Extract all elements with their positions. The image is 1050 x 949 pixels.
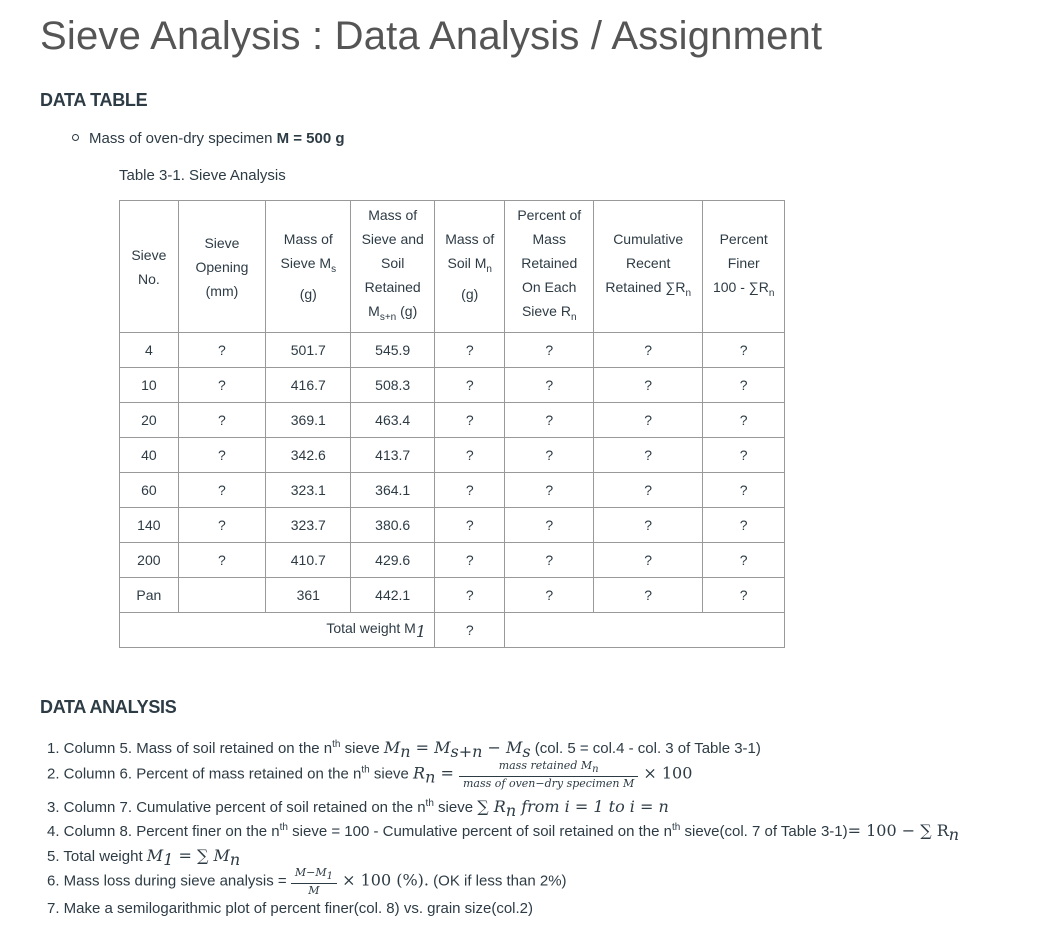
cell-mass-sieve-soil: 413.7 bbox=[351, 438, 435, 473]
cell-mass-sieve-soil: 545.9 bbox=[351, 333, 435, 368]
cell-percent-finer: ? bbox=[703, 403, 785, 438]
cell-cumulative: ? bbox=[594, 438, 703, 473]
cell-percent-finer: ? bbox=[703, 473, 785, 508]
cell-opening: ? bbox=[178, 333, 266, 368]
cell-percent-retained: ? bbox=[505, 403, 594, 438]
cell-mass-sieve-soil: 380.6 bbox=[351, 508, 435, 543]
cell-cumulative: ? bbox=[594, 333, 703, 368]
cell-mass-sieve: 416.7 bbox=[266, 368, 351, 403]
cell-percent-retained: ? bbox=[505, 368, 594, 403]
page-title: Sieve Analysis : Data Analysis / Assignment bbox=[40, 14, 823, 58]
cell-opening: ? bbox=[178, 368, 266, 403]
cell-sieve-no: Pan bbox=[120, 578, 179, 613]
table-row bbox=[120, 403, 785, 438]
total-weight-row bbox=[120, 613, 785, 648]
analysis-item-1: 1. Column 5. Mass of soil retained on the $n^{th}$ sieve $M_n = M_{s+n} - M_s$ (col. 5 = col.4 - col. 3 of Table 3-1) bbox=[47, 738, 761, 761]
cell-mass-soil: ? bbox=[435, 473, 505, 508]
cell-opening: ? bbox=[178, 543, 266, 578]
cell-mass-sieve: 369.1 bbox=[266, 403, 351, 438]
table-row bbox=[120, 508, 785, 543]
table-header-row bbox=[120, 201, 785, 333]
specimen-mass-bullet bbox=[72, 130, 345, 147]
cell-sieve-no: 10 bbox=[120, 368, 179, 403]
data-table-heading: DATA TABLE bbox=[40, 90, 148, 110]
cell-percent-finer: ? bbox=[703, 543, 785, 578]
cell-percent-retained: ? bbox=[505, 543, 594, 578]
cell-mass-sieve: 323.7 bbox=[266, 508, 351, 543]
total-weight-label: Total weight $M_1$ bbox=[120, 613, 435, 648]
analysis-item-5: 5. Total weight $M_1$ = ∑ $M_n$ bbox=[47, 846, 241, 869]
specimen-mass-label: Mass of oven-dry specimen bbox=[89, 130, 277, 147]
header-cumulative-retained: Cumulative Recent Retained $\sum R_n$ bbox=[594, 201, 703, 333]
analysis-item-6: 6. Mass loss during sieve analysis = $\frac{M-M_1}{M}$ × 100 (%). (OK if less than 2%) bbox=[47, 866, 567, 898]
cell-percent-finer: ? bbox=[703, 368, 785, 403]
cell-percent-retained: ? bbox=[505, 578, 594, 613]
sieve-analysis-table bbox=[119, 200, 785, 648]
cell-sieve-no: 60 bbox=[120, 473, 179, 508]
cell-percent-retained: ? bbox=[505, 508, 594, 543]
cell-mass-sieve: 361 bbox=[266, 578, 351, 613]
specimen-mass-value: M = 500 g bbox=[276, 130, 345, 147]
percent-retained-fraction: $\frac{mass retained M_n}{\text{mass of oven−dry specimen M}}$ bbox=[459, 759, 638, 790]
cell-mass-sieve: 323.1 bbox=[266, 473, 351, 508]
cell-mass-soil: ? bbox=[435, 438, 505, 473]
header-sieve-no: Sieve No. bbox=[120, 201, 179, 333]
cell-mass-sieve: 501.7 bbox=[266, 333, 351, 368]
cell-cumulative: ? bbox=[594, 368, 703, 403]
header-mass-of-sieve: Mass of Sieve $M_s$ (g) bbox=[266, 201, 351, 333]
cell-cumulative: ? bbox=[594, 473, 703, 508]
cell-opening: ? bbox=[178, 508, 266, 543]
analysis-item-2: 2. Column 6. Percent of mass retained on the $n^{th}$ sieve $R_n$ = $\frac{mass retained M_n}{\text{mass of oven−dry specimen M}}$ × 100 bbox=[47, 759, 693, 791]
cell-mass-soil: ? bbox=[435, 543, 505, 578]
bullet-circle-icon bbox=[72, 134, 79, 141]
mass-loss-fraction: $\frac{M-M_1}{M}$ bbox=[291, 866, 337, 897]
cell-sieve-no: 20 bbox=[120, 403, 179, 438]
cell-mass-soil: ? bbox=[435, 578, 505, 613]
cell-percent-retained: ? bbox=[505, 438, 594, 473]
table-row bbox=[120, 438, 785, 473]
header-percent-retained: Percent of Mass Retained On Each Sieve $R_n$ bbox=[505, 201, 594, 333]
cell-cumulative: ? bbox=[594, 403, 703, 438]
table-row bbox=[120, 578, 785, 613]
cell-mass-soil: ? bbox=[435, 403, 505, 438]
analysis-item-7: 7. Make a semilogarithmic plot of percent finer(col. 8) vs. grain size(col.2) bbox=[47, 900, 534, 917]
table-row bbox=[120, 333, 785, 368]
cell-mass-sieve-soil: 508.3 bbox=[351, 368, 435, 403]
table-row bbox=[120, 543, 785, 578]
analysis-item-3: 3. Column 7. Cumulative percent of soil retained on the $n^{th}$ sieve ∑ $R_n$ from i = 1 to i = n bbox=[47, 797, 669, 820]
cell-percent-finer: ? bbox=[703, 438, 785, 473]
table-caption: Table 3-1. Sieve Analysis bbox=[119, 167, 286, 184]
cell-percent-finer: ? bbox=[703, 508, 785, 543]
cell-cumulative: ? bbox=[594, 578, 703, 613]
header-sieve-opening: Sieve Opening (mm) bbox=[178, 201, 266, 333]
cell-sieve-no: 4 bbox=[120, 333, 179, 368]
cell-cumulative: ? bbox=[594, 543, 703, 578]
cell-percent-retained: ? bbox=[505, 333, 594, 368]
cell-sieve-no: 40 bbox=[120, 438, 179, 473]
cell-percent-finer: ? bbox=[703, 333, 785, 368]
cell-mass-sieve-soil: 429.6 bbox=[351, 543, 435, 578]
table-row bbox=[120, 368, 785, 403]
cell-mass-sieve-soil: 442.1 bbox=[351, 578, 435, 613]
cell-percent-retained: ? bbox=[505, 473, 594, 508]
data-analysis-heading: DATA ANALYSIS bbox=[40, 697, 177, 717]
table-row bbox=[120, 473, 785, 508]
cell-opening: ? bbox=[178, 438, 266, 473]
total-weight-value: ? bbox=[435, 613, 505, 648]
cell-opening: ? bbox=[178, 403, 266, 438]
cell-mass-sieve-soil: 463.4 bbox=[351, 403, 435, 438]
cell-mass-sieve: 410.7 bbox=[266, 543, 351, 578]
cell-sieve-no: 140 bbox=[120, 508, 179, 543]
header-mass-of-soil: Mass of Soil $M_n$ (g) bbox=[435, 201, 505, 333]
cell-mass-sieve-soil: 364.1 bbox=[351, 473, 435, 508]
cell-mass-soil: ? bbox=[435, 333, 505, 368]
cell-mass-soil: ? bbox=[435, 368, 505, 403]
cell-percent-finer: ? bbox=[703, 578, 785, 613]
cell-opening bbox=[178, 578, 266, 613]
cell-sieve-no: 200 bbox=[120, 543, 179, 578]
analysis-item-4: 4. Column 8. Percent finer on the $n^{th}$ sieve = 100 - Cumulative percent of soil retained on the $n^{th}$ sieve(col. 7 of Table 3-1)= 100 − ∑ $R_n$ bbox=[47, 821, 960, 844]
cell-mass-sieve: 342.6 bbox=[266, 438, 351, 473]
cell-cumulative: ? bbox=[594, 508, 703, 543]
cell-opening: ? bbox=[178, 473, 266, 508]
header-mass-sieve-and-soil: Mass of Sieve and Soil Retained $M_{s+n}$ (g) bbox=[351, 201, 435, 333]
cell-mass-soil: ? bbox=[435, 508, 505, 543]
total-weight-empty bbox=[505, 613, 785, 648]
header-percent-finer: Percent Finer $100 - \sum R_n$ bbox=[703, 201, 785, 333]
